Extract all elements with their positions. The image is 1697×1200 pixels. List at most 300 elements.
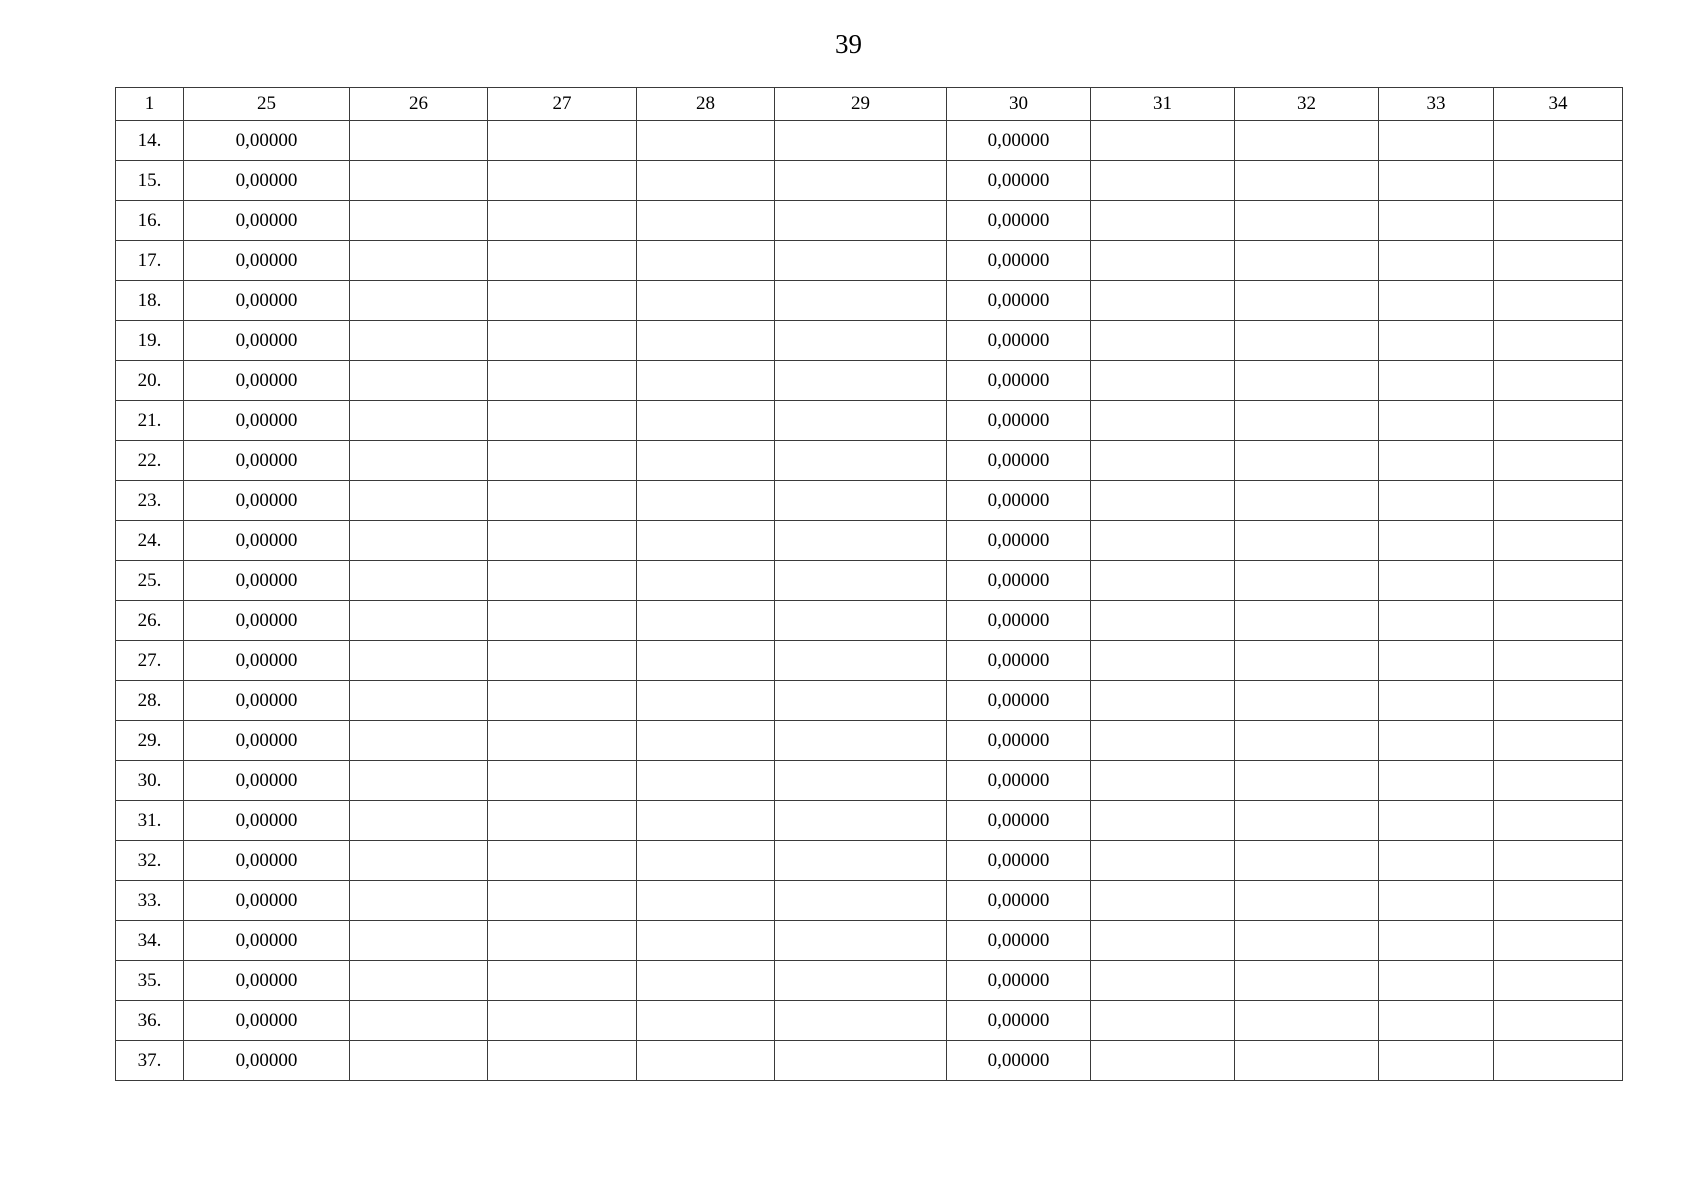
- table-row: [116, 721, 1623, 761]
- table-cell-col-26: [350, 481, 488, 521]
- table-cell-col-25: 0,00000: [184, 201, 350, 241]
- table-row: [116, 201, 1623, 241]
- table-cell-col-33: [1379, 641, 1494, 681]
- table-cell-col-27: [488, 841, 637, 881]
- table-cell-col-30: 0,00000: [947, 361, 1091, 401]
- table-cell-col-31: [1091, 1041, 1235, 1081]
- table-cell-col-1: 21.: [116, 401, 184, 441]
- table-cell-col-28: [637, 121, 775, 161]
- table-cell-col-25: 0,00000: [184, 641, 350, 681]
- data-table: [115, 87, 1623, 1081]
- table-cell-col-33: [1379, 121, 1494, 161]
- table-cell-col-25: 0,00000: [184, 1041, 350, 1081]
- table-row: [116, 161, 1623, 201]
- table-cell-col-26: [350, 321, 488, 361]
- table-cell-col-27: [488, 721, 637, 761]
- table-cell-col-34: [1494, 921, 1623, 961]
- table-cell-col-32: [1235, 401, 1379, 441]
- header-row: [116, 88, 1623, 121]
- table-cell-col-28: [637, 961, 775, 1001]
- table-cell-col-32: [1235, 761, 1379, 801]
- table-cell-col-33: [1379, 201, 1494, 241]
- table-cell-col-32: [1235, 921, 1379, 961]
- table-cell-col-1: 34.: [116, 921, 184, 961]
- table-cell-col-1: 25.: [116, 561, 184, 601]
- table-row: [116, 601, 1623, 641]
- table-cell-col-29: [775, 841, 947, 881]
- table-cell-col-28: [637, 401, 775, 441]
- table-cell-col-34: [1494, 841, 1623, 881]
- table-cell-col-1: 33.: [116, 881, 184, 921]
- table-cell-col-29: [775, 481, 947, 521]
- table-cell-col-29: [775, 921, 947, 961]
- table-cell-col-26: [350, 721, 488, 761]
- table-cell-col-25: 0,00000: [184, 881, 350, 921]
- table-cell-col-34: [1494, 241, 1623, 281]
- table-cell-col-27: [488, 921, 637, 961]
- table-cell-col-27: [488, 321, 637, 361]
- table-cell-col-29: [775, 441, 947, 481]
- table-cell-col-25: 0,00000: [184, 681, 350, 721]
- table-cell-col-32: [1235, 521, 1379, 561]
- table-cell-col-33: [1379, 601, 1494, 641]
- table-cell-col-29: [775, 721, 947, 761]
- table-cell-col-30: 0,00000: [947, 761, 1091, 801]
- column-header-27: 27: [488, 88, 637, 121]
- table-cell-col-29: [775, 961, 947, 1001]
- table-cell-col-25: 0,00000: [184, 481, 350, 521]
- table-cell-col-34: [1494, 801, 1623, 841]
- table-cell-col-25: 0,00000: [184, 961, 350, 1001]
- table-cell-col-29: [775, 521, 947, 561]
- table-row: [116, 241, 1623, 281]
- table-cell-col-33: [1379, 321, 1494, 361]
- table-cell-col-32: [1235, 201, 1379, 241]
- table-cell-col-30: 0,00000: [947, 121, 1091, 161]
- table-cell-col-29: [775, 641, 947, 681]
- table-cell-col-33: [1379, 481, 1494, 521]
- table-cell-col-33: [1379, 441, 1494, 481]
- table-cell-col-31: [1091, 321, 1235, 361]
- table-cell-col-28: [637, 441, 775, 481]
- table-cell-col-28: [637, 1041, 775, 1081]
- table-row: [116, 121, 1623, 161]
- table-cell-col-26: [350, 681, 488, 721]
- table-cell-col-25: 0,00000: [184, 401, 350, 441]
- table-cell-col-33: [1379, 761, 1494, 801]
- table-cell-col-31: [1091, 161, 1235, 201]
- table-cell-col-31: [1091, 561, 1235, 601]
- table-cell-col-1: 27.: [116, 641, 184, 681]
- table-cell-col-30: 0,00000: [947, 841, 1091, 881]
- table-cell-col-28: [637, 561, 775, 601]
- table-cell-col-34: [1494, 321, 1623, 361]
- table-cell-col-25: 0,00000: [184, 161, 350, 201]
- table-cell-col-1: 19.: [116, 321, 184, 361]
- table-cell-col-31: [1091, 761, 1235, 801]
- column-header-34: 34: [1494, 88, 1623, 121]
- table-cell-col-25: 0,00000: [184, 761, 350, 801]
- table-cell-col-29: [775, 361, 947, 401]
- table-cell-col-31: [1091, 721, 1235, 761]
- table-cell-col-25: 0,00000: [184, 241, 350, 281]
- table-cell-col-1: 31.: [116, 801, 184, 841]
- table-cell-col-26: [350, 161, 488, 201]
- table-cell-col-25: 0,00000: [184, 361, 350, 401]
- table-cell-col-27: [488, 481, 637, 521]
- table-cell-col-29: [775, 201, 947, 241]
- table-cell-col-27: [488, 161, 637, 201]
- table-header: [116, 88, 1623, 121]
- table-cell-col-28: [637, 841, 775, 881]
- table-row: [116, 681, 1623, 721]
- table-cell-col-28: [637, 921, 775, 961]
- table-cell-col-29: [775, 241, 947, 281]
- table-cell-col-31: [1091, 641, 1235, 681]
- table-row: [116, 1041, 1623, 1081]
- table-cell-col-1: 23.: [116, 481, 184, 521]
- table-cell-col-30: 0,00000: [947, 401, 1091, 441]
- table-cell-col-1: 15.: [116, 161, 184, 201]
- table-cell-col-30: 0,00000: [947, 481, 1091, 521]
- table-cell-col-30: 0,00000: [947, 561, 1091, 601]
- table-cell-col-27: [488, 1041, 637, 1081]
- table-cell-col-29: [775, 161, 947, 201]
- table-cell-col-34: [1494, 1001, 1623, 1041]
- table-cell-col-31: [1091, 281, 1235, 321]
- table-cell-col-25: 0,00000: [184, 121, 350, 161]
- table-cell-col-27: [488, 401, 637, 441]
- table-cell-col-31: [1091, 681, 1235, 721]
- table-cell-col-27: [488, 361, 637, 401]
- table-cell-col-30: 0,00000: [947, 521, 1091, 561]
- table-cell-col-31: [1091, 241, 1235, 281]
- column-header-25: 25: [184, 88, 350, 121]
- table-cell-col-1: 36.: [116, 1001, 184, 1041]
- table-cell-col-30: 0,00000: [947, 201, 1091, 241]
- table-cell-col-33: [1379, 161, 1494, 201]
- table-cell-col-34: [1494, 401, 1623, 441]
- table-cell-col-28: [637, 241, 775, 281]
- table-cell-col-26: [350, 281, 488, 321]
- table-cell-col-29: [775, 881, 947, 921]
- table-cell-col-25: 0,00000: [184, 921, 350, 961]
- table-cell-col-28: [637, 801, 775, 841]
- table-cell-col-30: 0,00000: [947, 641, 1091, 681]
- column-header-26: 26: [350, 88, 488, 121]
- table-cell-col-30: 0,00000: [947, 721, 1091, 761]
- table-cell-col-26: [350, 601, 488, 641]
- table-cell-col-33: [1379, 801, 1494, 841]
- table-row: [116, 641, 1623, 681]
- column-header-1: 1: [116, 88, 184, 121]
- table-cell-col-26: [350, 801, 488, 841]
- table-cell-col-26: [350, 921, 488, 961]
- table-cell-col-1: 24.: [116, 521, 184, 561]
- table-cell-col-30: 0,00000: [947, 681, 1091, 721]
- table-row: [116, 321, 1623, 361]
- table-cell-col-32: [1235, 241, 1379, 281]
- table-cell-col-25: 0,00000: [184, 321, 350, 361]
- table-cell-col-26: [350, 761, 488, 801]
- table-cell-col-27: [488, 761, 637, 801]
- table-cell-col-27: [488, 241, 637, 281]
- table-cell-col-28: [637, 281, 775, 321]
- column-header-30: 30: [947, 88, 1091, 121]
- table-cell-col-33: [1379, 361, 1494, 401]
- table-cell-col-29: [775, 561, 947, 601]
- table-cell-col-33: [1379, 561, 1494, 601]
- table-cell-col-1: 35.: [116, 961, 184, 1001]
- table-row: [116, 561, 1623, 601]
- table-row: [116, 281, 1623, 321]
- table-cell-col-1: 29.: [116, 721, 184, 761]
- table-cell-col-32: [1235, 681, 1379, 721]
- table-row: [116, 481, 1623, 521]
- table-cell-col-27: [488, 641, 637, 681]
- table-cell-col-33: [1379, 921, 1494, 961]
- table-cell-col-28: [637, 481, 775, 521]
- table-cell-col-26: [350, 1001, 488, 1041]
- table-cell-col-28: [637, 681, 775, 721]
- table-cell-col-25: 0,00000: [184, 561, 350, 601]
- table-cell-col-32: [1235, 561, 1379, 601]
- table-cell-col-34: [1494, 961, 1623, 1001]
- table-cell-col-33: [1379, 961, 1494, 1001]
- table-cell-col-25: 0,00000: [184, 841, 350, 881]
- table-cell-col-28: [637, 641, 775, 681]
- column-header-32: 32: [1235, 88, 1379, 121]
- table-row: [116, 801, 1623, 841]
- table-cell-col-26: [350, 441, 488, 481]
- table-cell-col-33: [1379, 401, 1494, 441]
- table-body: [116, 121, 1623, 1081]
- table-cell-col-27: [488, 201, 637, 241]
- table-cell-col-30: 0,00000: [947, 961, 1091, 1001]
- table-row: [116, 401, 1623, 441]
- table-cell-col-29: [775, 401, 947, 441]
- table-cell-col-25: 0,00000: [184, 441, 350, 481]
- table-cell-col-29: [775, 1001, 947, 1041]
- table-cell-col-30: 0,00000: [947, 801, 1091, 841]
- table-cell-col-26: [350, 641, 488, 681]
- table-cell-col-32: [1235, 281, 1379, 321]
- table-row: [116, 761, 1623, 801]
- table-cell-col-33: [1379, 681, 1494, 721]
- table-cell-col-28: [637, 201, 775, 241]
- table-cell-col-1: 28.: [116, 681, 184, 721]
- column-header-33: 33: [1379, 88, 1494, 121]
- table-row: [116, 361, 1623, 401]
- table-row: [116, 841, 1623, 881]
- table-cell-col-33: [1379, 1041, 1494, 1081]
- table-cell-col-27: [488, 441, 637, 481]
- table-cell-col-26: [350, 961, 488, 1001]
- table-cell-col-31: [1091, 921, 1235, 961]
- table-cell-col-32: [1235, 441, 1379, 481]
- table-cell-col-26: [350, 201, 488, 241]
- table-cell-col-27: [488, 561, 637, 601]
- table-cell-col-28: [637, 761, 775, 801]
- table-cell-col-33: [1379, 1001, 1494, 1041]
- table-cell-col-32: [1235, 801, 1379, 841]
- table-cell-col-32: [1235, 961, 1379, 1001]
- column-header-29: 29: [775, 88, 947, 121]
- table-cell-col-28: [637, 161, 775, 201]
- table-cell-col-25: 0,00000: [184, 281, 350, 321]
- table-cell-col-26: [350, 241, 488, 281]
- table-cell-col-34: [1494, 561, 1623, 601]
- table-cell-col-33: [1379, 241, 1494, 281]
- table-row: [116, 521, 1623, 561]
- table-cell-col-29: [775, 121, 947, 161]
- table-cell-col-27: [488, 961, 637, 1001]
- table-cell-col-33: [1379, 841, 1494, 881]
- table-cell-col-30: 0,00000: [947, 241, 1091, 281]
- table-cell-col-30: 0,00000: [947, 1041, 1091, 1081]
- table-cell-col-33: [1379, 281, 1494, 321]
- table-cell-col-32: [1235, 1041, 1379, 1081]
- table-cell-col-34: [1494, 521, 1623, 561]
- table-row: [116, 881, 1623, 921]
- table-cell-col-27: [488, 681, 637, 721]
- table-cell-col-30: 0,00000: [947, 441, 1091, 481]
- table-cell-col-28: [637, 881, 775, 921]
- table-cell-col-27: [488, 1001, 637, 1041]
- table-cell-col-34: [1494, 601, 1623, 641]
- table-cell-col-31: [1091, 601, 1235, 641]
- table-cell-col-34: [1494, 361, 1623, 401]
- table-cell-col-27: [488, 521, 637, 561]
- table-cell-col-31: [1091, 481, 1235, 521]
- table-cell-col-26: [350, 1041, 488, 1081]
- table-cell-col-32: [1235, 161, 1379, 201]
- table-cell-col-34: [1494, 1041, 1623, 1081]
- table-row: [116, 1001, 1623, 1041]
- table-cell-col-33: [1379, 881, 1494, 921]
- table-cell-col-27: [488, 601, 637, 641]
- table-cell-col-29: [775, 601, 947, 641]
- table-cell-col-26: [350, 881, 488, 921]
- table-cell-col-1: 30.: [116, 761, 184, 801]
- table-cell-col-30: 0,00000: [947, 601, 1091, 641]
- table-cell-col-1: 17.: [116, 241, 184, 281]
- table-cell-col-34: [1494, 281, 1623, 321]
- table-cell-col-32: [1235, 601, 1379, 641]
- table-cell-col-1: 22.: [116, 441, 184, 481]
- table-cell-col-34: [1494, 161, 1623, 201]
- table-cell-col-34: [1494, 481, 1623, 521]
- table-cell-col-32: [1235, 1001, 1379, 1041]
- table-cell-col-25: 0,00000: [184, 801, 350, 841]
- table-cell-col-1: 20.: [116, 361, 184, 401]
- table-cell-col-34: [1494, 641, 1623, 681]
- table-cell-col-25: 0,00000: [184, 721, 350, 761]
- table-cell-col-29: [775, 321, 947, 361]
- table-row: [116, 921, 1623, 961]
- table-cell-col-28: [637, 721, 775, 761]
- table-cell-col-31: [1091, 801, 1235, 841]
- table-cell-col-28: [637, 361, 775, 401]
- table-cell-col-27: [488, 801, 637, 841]
- table-cell-col-27: [488, 281, 637, 321]
- table-cell-col-34: [1494, 881, 1623, 921]
- table-cell-col-31: [1091, 961, 1235, 1001]
- column-header-31: 31: [1091, 88, 1235, 121]
- table-cell-col-34: [1494, 201, 1623, 241]
- table-cell-col-1: 37.: [116, 1041, 184, 1081]
- table-cell-col-32: [1235, 881, 1379, 921]
- column-header-28: 28: [637, 88, 775, 121]
- table-cell-col-29: [775, 761, 947, 801]
- table-cell-col-1: 18.: [116, 281, 184, 321]
- table-cell-col-26: [350, 121, 488, 161]
- table-cell-col-29: [775, 681, 947, 721]
- table-cell-col-33: [1379, 721, 1494, 761]
- table-cell-col-34: [1494, 121, 1623, 161]
- table-cell-col-30: 0,00000: [947, 1001, 1091, 1041]
- table-cell-col-31: [1091, 121, 1235, 161]
- table-cell-col-1: 26.: [116, 601, 184, 641]
- page-number: 39: [835, 29, 862, 59]
- table-row: [116, 961, 1623, 1001]
- table-cell-col-31: [1091, 201, 1235, 241]
- table-cell-col-30: 0,00000: [947, 881, 1091, 921]
- table-cell-col-31: [1091, 1001, 1235, 1041]
- table-cell-col-33: [1379, 521, 1494, 561]
- table-cell-col-34: [1494, 761, 1623, 801]
- table-cell-col-29: [775, 1041, 947, 1081]
- table-cell-col-29: [775, 801, 947, 841]
- table-cell-col-31: [1091, 841, 1235, 881]
- table-cell-col-32: [1235, 641, 1379, 681]
- table-cell-col-32: [1235, 121, 1379, 161]
- table-cell-col-1: 32.: [116, 841, 184, 881]
- table-cell-col-32: [1235, 481, 1379, 521]
- table-cell-col-32: [1235, 841, 1379, 881]
- table-cell-col-31: [1091, 521, 1235, 561]
- table-row: [116, 441, 1623, 481]
- table-cell-col-26: [350, 841, 488, 881]
- table-cell-col-29: [775, 281, 947, 321]
- table-cell-col-26: [350, 521, 488, 561]
- table-cell-col-26: [350, 361, 488, 401]
- table-cell-col-31: [1091, 441, 1235, 481]
- table-cell-col-32: [1235, 361, 1379, 401]
- table-cell-col-25: 0,00000: [184, 1001, 350, 1041]
- table-cell-col-30: 0,00000: [947, 161, 1091, 201]
- table-cell-col-27: [488, 881, 637, 921]
- table-cell-col-30: 0,00000: [947, 321, 1091, 361]
- table-cell-col-30: 0,00000: [947, 281, 1091, 321]
- table-cell-col-27: [488, 121, 637, 161]
- table-cell-col-28: [637, 521, 775, 561]
- table-cell-col-31: [1091, 401, 1235, 441]
- table-cell-col-34: [1494, 441, 1623, 481]
- table-cell-col-28: [637, 601, 775, 641]
- table-cell-col-25: 0,00000: [184, 521, 350, 561]
- table-cell-col-31: [1091, 361, 1235, 401]
- table-cell-col-26: [350, 561, 488, 601]
- table-cell-col-34: [1494, 681, 1623, 721]
- table-cell-col-30: 0,00000: [947, 921, 1091, 961]
- table-cell-col-1: 14.: [116, 121, 184, 161]
- table-cell-col-28: [637, 321, 775, 361]
- table-cell-col-32: [1235, 321, 1379, 361]
- table-cell-col-26: [350, 401, 488, 441]
- table-cell-col-25: 0,00000: [184, 601, 350, 641]
- table-cell-col-31: [1091, 881, 1235, 921]
